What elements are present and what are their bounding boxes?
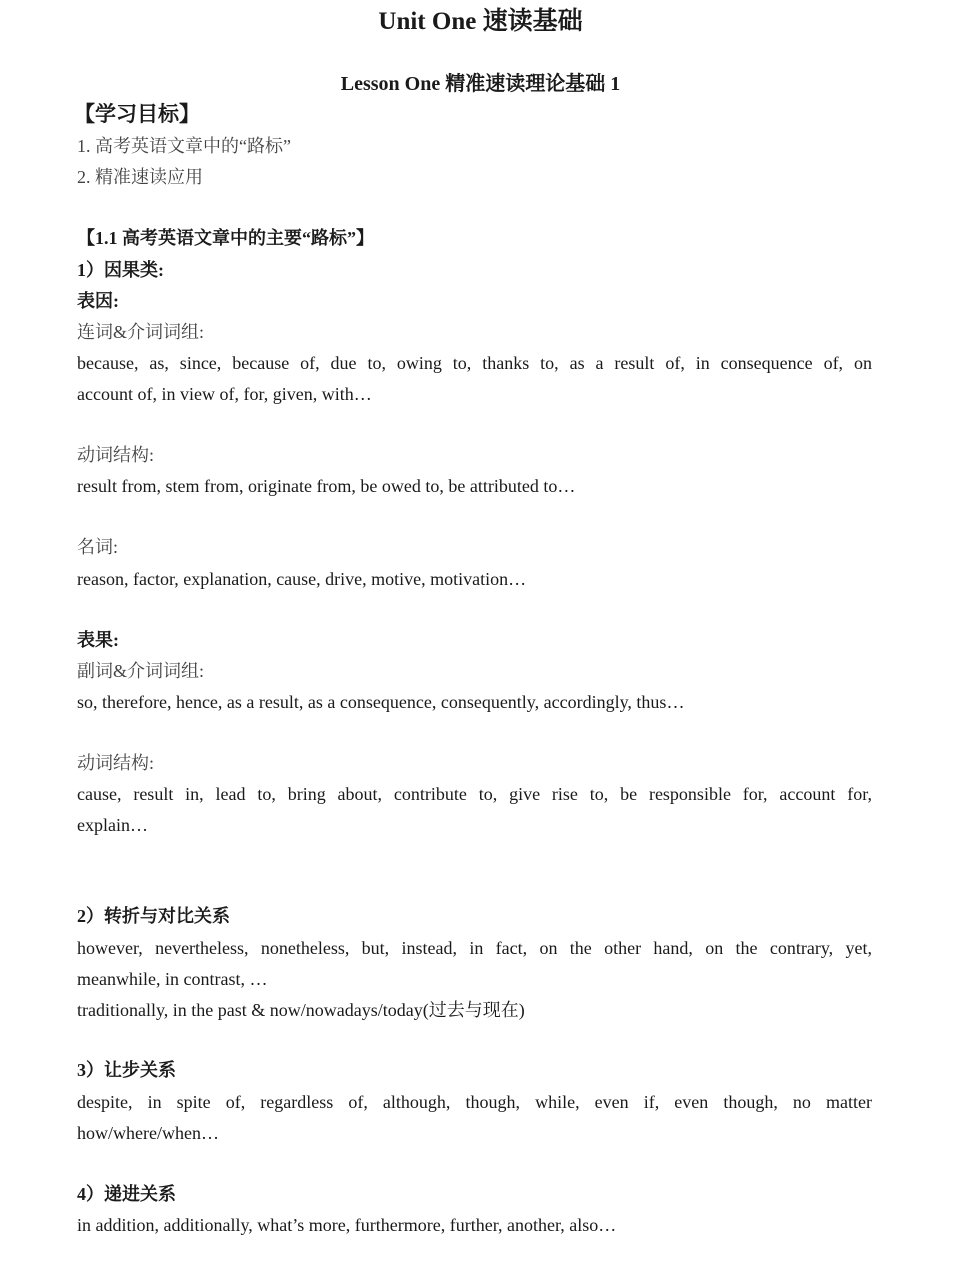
verb2-text-line: cause, result in, lead to, bring about, contribute to, give rise to, be responsible for, account for, bbox=[77, 784, 872, 804]
contrast-text-line: meanwhile, in contrast, … bbox=[77, 969, 268, 989]
adv-label: 副词&介词词组: bbox=[77, 661, 205, 681]
cause-heading: 表因: bbox=[77, 291, 119, 311]
lesson-title: Lesson One 精准速读理论基础 1 bbox=[340, 73, 621, 95]
section-heading: 【1.1 高考英语文章中的主要“路标”】 bbox=[77, 228, 374, 248]
unit-title: Unit One 速读基础 bbox=[378, 8, 583, 35]
noun-text: reason, factor, explanation, cause, drive, motive, motivation… bbox=[77, 569, 527, 589]
verb2-text-line: explain… bbox=[77, 815, 148, 835]
contrast-heading: 2）转折与对比关系 bbox=[77, 906, 230, 926]
conj-label: 连词&介词词组: bbox=[77, 322, 205, 342]
conj-text-line: because, as, since, because of, due to, owing to, thanks to, as a result of, in consequence of, on bbox=[77, 353, 872, 373]
concession-text-line: how/where/when… bbox=[77, 1123, 219, 1143]
progression-text-line: in addition, additionally, what’s more, furthermore, further, another, also… bbox=[77, 1215, 617, 1235]
cause-effect-heading: 1）因果类: bbox=[77, 260, 164, 280]
concession-text-line: despite, in spite of, regardless of, although, though, while, even if, even though, no matter bbox=[77, 1092, 872, 1112]
verb2-label: 动词结构: bbox=[77, 753, 155, 773]
objective-item: 1. 高考英语文章中的“路标” bbox=[77, 136, 291, 156]
adv-text: so, therefore, hence, as a result, as a consequence, consequently, accordingly, thus… bbox=[77, 692, 685, 712]
contrast-text-line: traditionally, in the past & now/nowadays/today(过去与现在) bbox=[77, 1000, 525, 1020]
objectives-heading: 【学习目标】 bbox=[74, 102, 200, 126]
verb-text: result from, stem from, originate from, be owed to, be attributed to… bbox=[77, 476, 576, 496]
noun-label: 名词: bbox=[77, 537, 119, 557]
effect-heading: 表果: bbox=[77, 630, 119, 650]
concession-heading: 3）让步关系 bbox=[77, 1060, 176, 1080]
conj-text-line: account of, in view of, for, given, with… bbox=[77, 384, 372, 404]
contrast-text-line: however, nevertheless, nonetheless, but, instead, in fact, on the other hand, on the contrary, yet, bbox=[77, 938, 872, 958]
verb-label: 动词结构: bbox=[77, 445, 155, 465]
objective-item: 2. 精准速读应用 bbox=[77, 167, 203, 187]
progression-heading: 4）递进关系 bbox=[77, 1184, 176, 1204]
